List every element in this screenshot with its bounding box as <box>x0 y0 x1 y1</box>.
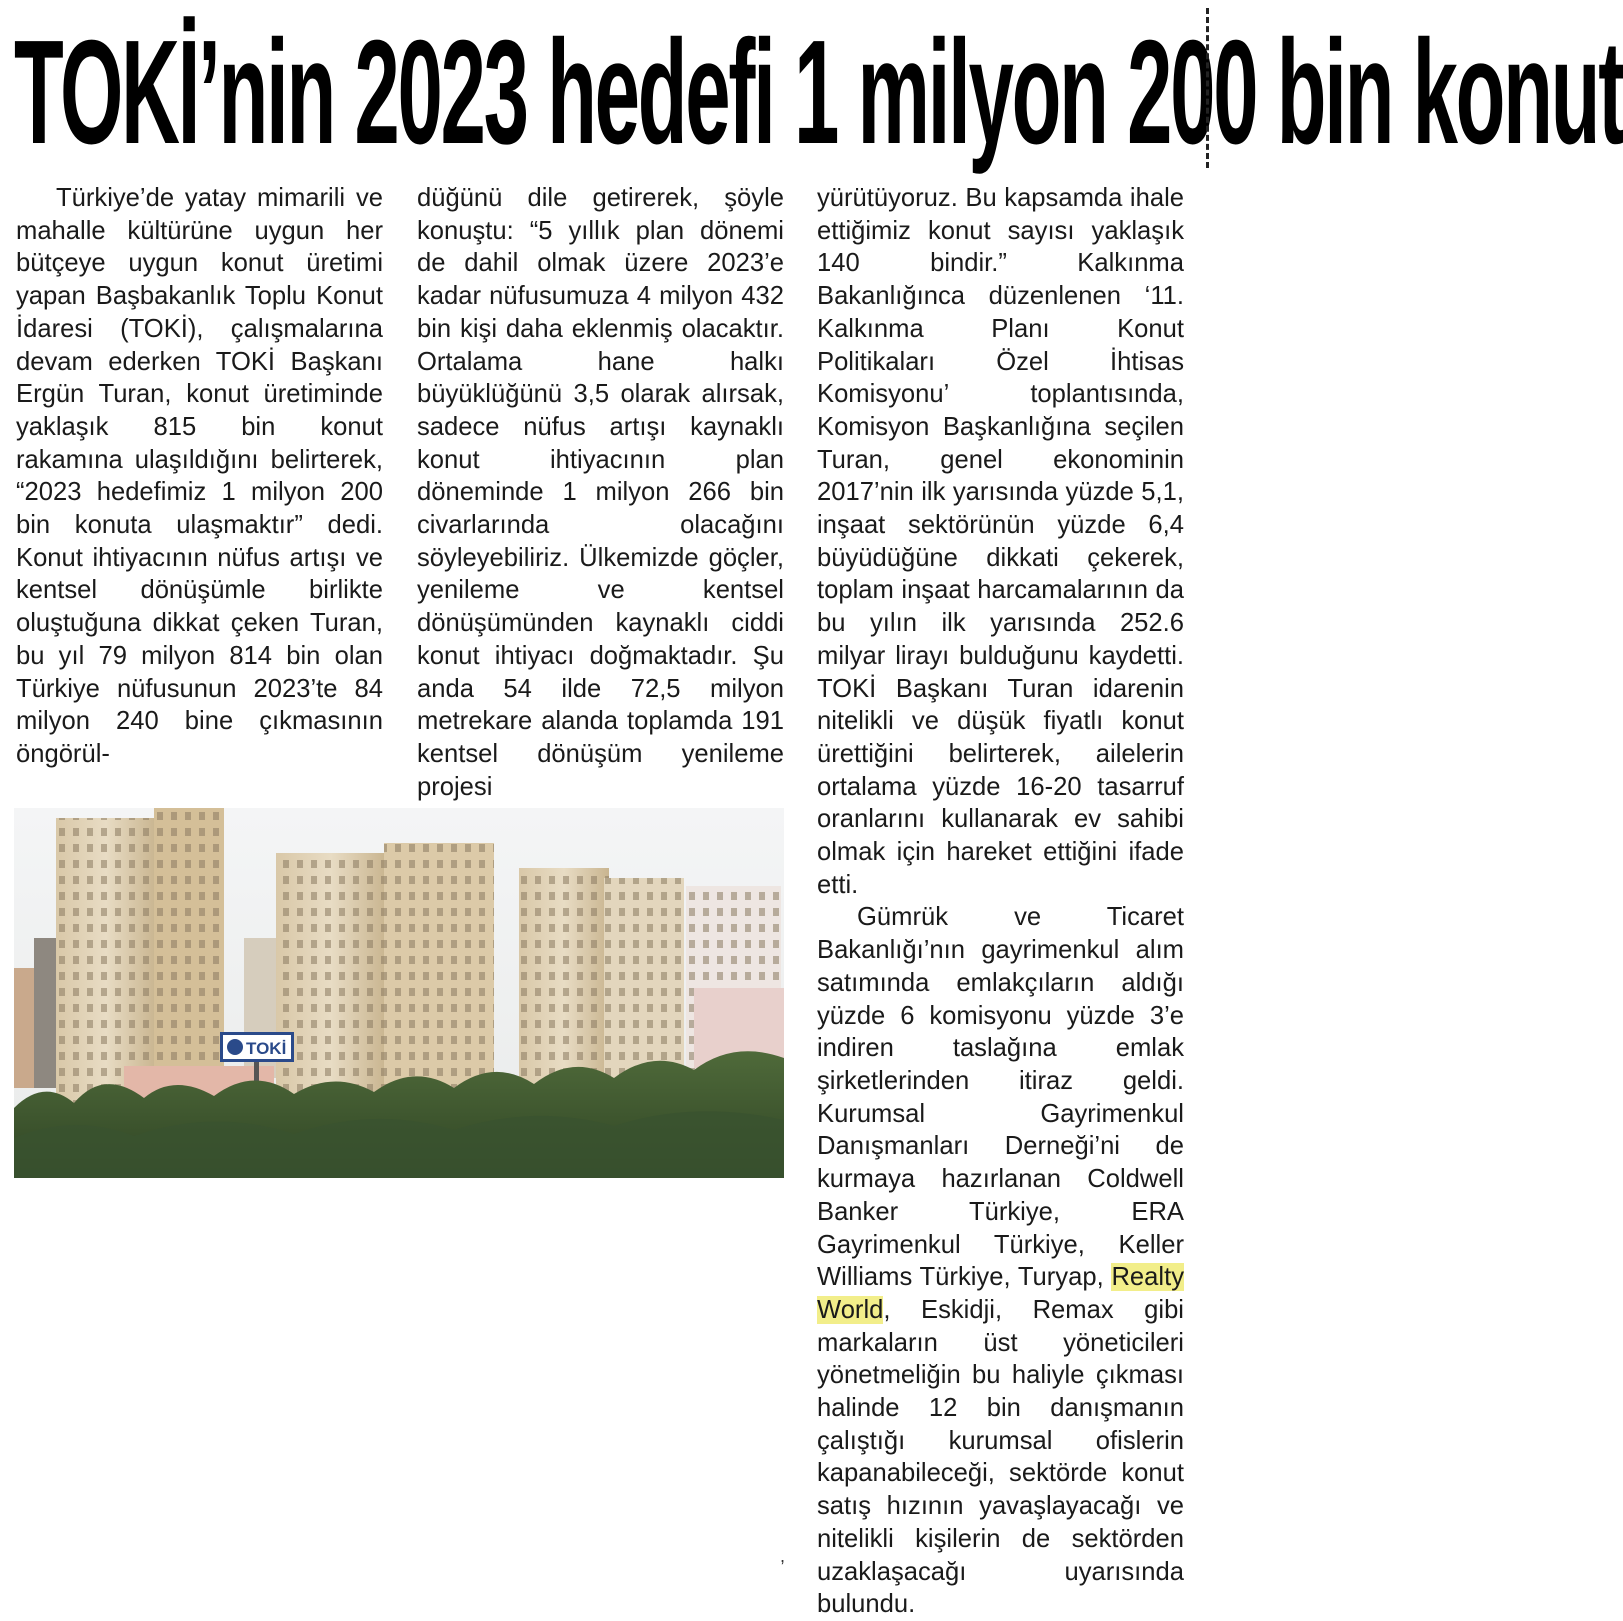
page-edge-dashed-border <box>1206 8 1209 168</box>
stray-mark: , <box>780 1546 786 1566</box>
paragraph-text-after-highlight: , Eskidji, Remax gibi markaların üst yöneticileri yönetmeliğin bu haliyle çıkması halinde 12 bin danışmanın çalıştığı kurumsal ofislerin kapanabileceği, sektörde konut satış hızının yavaşlayacağı ve nitelikli kişilerin de sektörden uzaklaşacağı uyarısında bulundu. <box>817 1295 1184 1619</box>
housing-photo <box>14 808 784 1178</box>
column-3-paragraph-1: yürütüyoruz. Bu kapsamda ihale ettiğimiz konut sayısı yaklaşık 140 bindir.” Kalkınma Bakanlığınca düzenlenen ‘11. Kalkınma Planı Konut Politikaları Özel İhtisas Komisyonu’ toplantısında, Komisyon Başkanlığına seçilen Turan, genel ekonominin 2017’nin ilk yarısında yüzde 5,1, inşaat sektörünün yüzde 6,4 büyüdüğüne dikkati çekerek, toplam inşaat harcamalarının da bu yılın ilk yarısında 252.6 milyar lirayı bulduğunu kaydetti. TOKİ Başkanı Turan idarenin nitelikli ve düşük fiyatlı konut ürettiğini belirterek, ailelerin ortalama yüzde 16-20 tasarruf oranlarını kullanarak ev sahibi olmak için hareket ettiğini ifade etti. <box>817 184 1184 899</box>
column-2-paragraph: düğünü dile getirerek, şöyle konuştu: “5 yıllık plan dönemi de dahil olmak üzere 2023’e kadar nüfusumuza 4 milyon 432 bin kişi daha eklenmiş olacaktır. Ortalama hane halkı büyüklüğünü 3,5 olarak alırsak, sadece nüfus artışı kaynaklı konut ihtiyacının plan döneminde 1 milyon 266 bin civarlarında olacağını söyleyebiliriz. Ülkemizde göçler, yenileme ve kentsel dönüşümünden kaynaklı ciddi konut ihtiyacı doğmaktadır. Şu anda 54 ilde 72,5 milyon metrekare alanda toplamda 191 kentsel dönüşüm yenileme projesi <box>417 184 784 801</box>
paragraph-text-before-highlight: Gümrük ve Ticaret Bakanlığı’nın gayrimenkul alım satımında emlakçıların aldığı yüzde 6 komisyonu yüzde 3’e indiren taslağına emlak şirketlerinden itiraz geldi. Kurumsal Gayrimenkul Danışmanları Derneği’ni de kurmaya hazırlanan Coldwell Banker Türkiye, ERA Gayrimenkul Türkiye, Keller Williams Türkiye, Turyap, <box>817 903 1184 1292</box>
column-1-paragraph: Türkiye’de yatay mimarili ve mahalle kültürüne uygun her bütçeye uygun konut üretimi yapan Başbakanlık Toplu Konut İdaresi (TOKİ), çalışmalarına devam ederken TOKİ Başkanı Ergün Turan, konut üretiminde yaklaşık 815 bin konut rakamına ulaşıldığını belirterek, “2023 hedefimiz 1 milyon 200 bin konuta ulaşmaktır” dedi. Konut ihtiyacının nüfus artışı ve kentsel dönüşümle birlikte oluştuğuna dikkat çeken Turan, bu yıl 79 milyon 814 bin olan Türkiye nüfusunun 2023’te 84 milyon 240 bine çıkmasının öngörül- <box>16 184 383 768</box>
article-column-2 <box>417 182 784 803</box>
toki-sign-text: TOKİ <box>246 1039 287 1058</box>
column-3-paragraph-2 <box>817 901 1184 1620</box>
highlighted-brand-name: Realty World <box>817 1263 1184 1324</box>
article-column-1 <box>16 182 383 771</box>
article-column-3 <box>817 182 1184 1621</box>
headline: TOKİ’nin 2023 hedefi 1 milyon 200 bin konut <box>14 10 1623 175</box>
